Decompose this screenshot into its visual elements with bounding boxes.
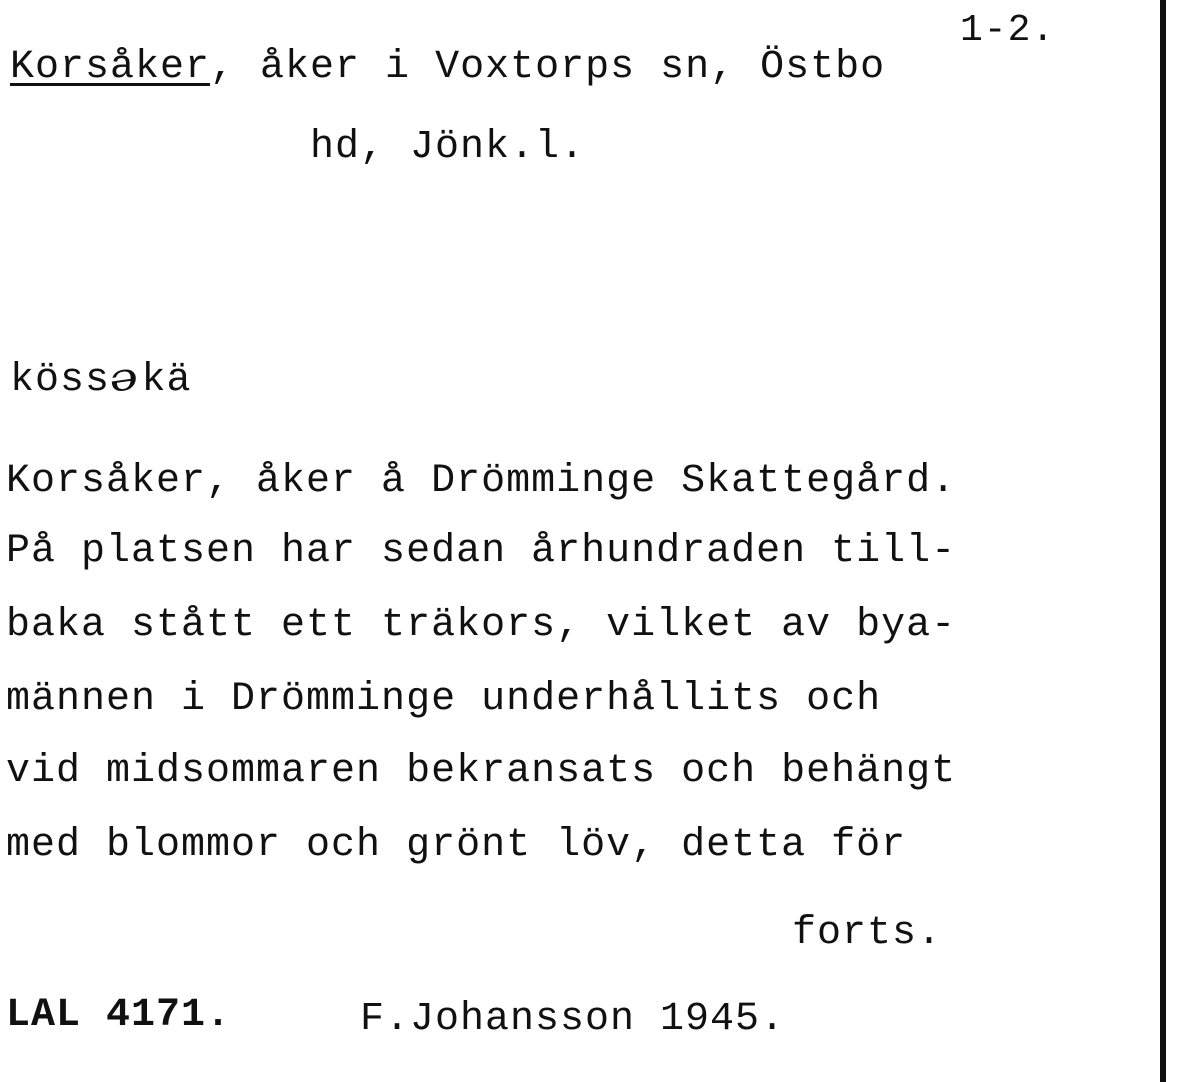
heading-description: , åker i Voxtorps sn, Östbo [210, 45, 886, 90]
body-line: baka stått ett träkors, vilket av bya- [6, 603, 957, 648]
body-line: männen i Drömminge underhållits och [6, 677, 882, 722]
pronunciation [10, 353, 192, 403]
pronunciation-schwa: ə [103, 353, 144, 401]
pronunciation-end: kä [141, 358, 192, 403]
card-edge-rule [1160, 0, 1166, 1082]
heading-line-2: hd, Jönk.l. [310, 125, 586, 170]
headword: Korsåker [10, 45, 211, 90]
body-line: På platsen har sedan århundraden till- [6, 529, 957, 574]
archive-reference: LAL 4171. [6, 993, 232, 1038]
body-line: Korsåker, åker å Drömminge Skattegård. [6, 459, 957, 504]
body-line: med blommor och grönt löv, detta för [6, 823, 907, 868]
heading-line [10, 45, 886, 90]
author-and-year: F.Johansson 1945. [360, 997, 786, 1042]
card-number: 1-2. [960, 9, 1056, 52]
continued-note: forts. [792, 911, 943, 956]
pronunciation-start: köss [10, 358, 111, 403]
body-line: vid midsommaren bekransats och behängt [6, 749, 957, 794]
